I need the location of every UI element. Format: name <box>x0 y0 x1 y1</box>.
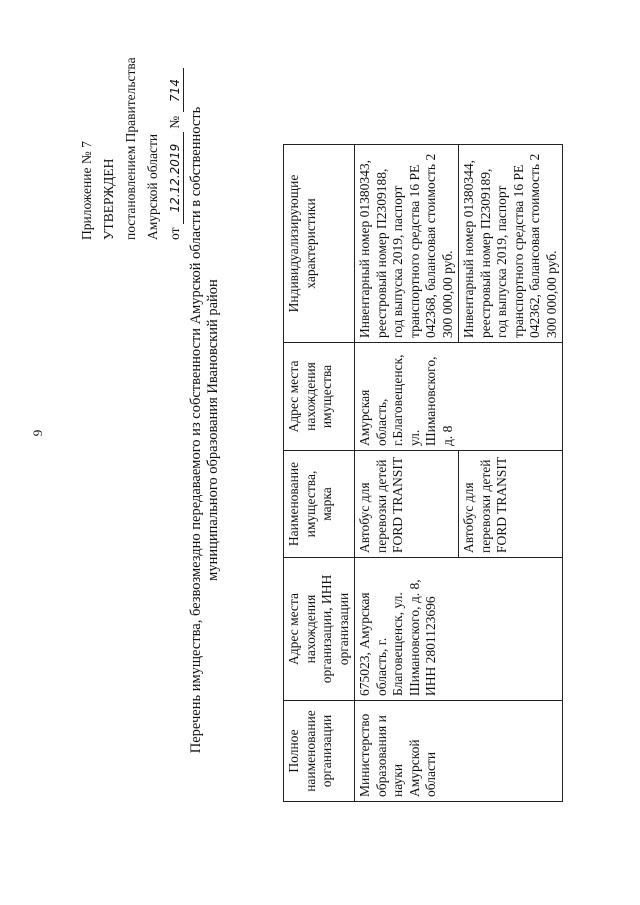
table-header-row <box>284 145 355 802</box>
date-number-line <box>164 10 186 240</box>
document-title <box>188 40 222 820</box>
cell-org-name: Министерство образования и науки Амурской области <box>355 701 563 802</box>
header-org-address: Адрес места нахождения организации, ИНН организации <box>284 558 355 701</box>
header-property-address: Адрес места нахождения имущества <box>284 343 355 451</box>
approved-label: УТВЕРЖДЕН <box>101 158 116 240</box>
resolution-line: постановлением Правительства <box>123 57 138 240</box>
title-line-1: Перечень имущества, безвозмездно передаваемого из собственности Амурской области в собственность <box>188 106 204 754</box>
number-sign: № <box>167 115 182 129</box>
title-line-2: муниципального образования Ивановский район <box>205 279 221 581</box>
date-prefix: от <box>167 227 182 240</box>
number-value: 714 <box>167 69 184 113</box>
table-row <box>355 145 459 802</box>
cell-characteristics: Инвентарный номер 01380344, реестровый номер П2309189, год выпуска 2019, паспорт транспортного средства 16 РЕ 042362, балансовая стоимость 2 300 000,00 руб. <box>459 145 563 343</box>
header-org-name: Полное наименование организации <box>284 701 355 802</box>
header-property-name: Наименование имущества, марка <box>284 451 355 558</box>
approval-block <box>76 10 186 240</box>
cell-property-address: Амурская область, г.Благовещенск, ул. Шимановского, д. 8 <box>355 343 563 451</box>
header-characteristics: Индивидуализирующие характеристики <box>284 145 355 343</box>
cell-property-name: Автобус для перевозки детей FORD TRANSIT <box>459 451 563 558</box>
cell-characteristics: Инвентарный номер 01380343, реестровый номер П2309188, год выпуска 2019, паспорт транспортного средства 16 РЕ 042368, балансовая стоимость 2 300 000,00 руб. <box>355 145 459 343</box>
property-table <box>283 144 563 802</box>
region-line: Амурской области <box>145 133 160 240</box>
date-value: 12.12.2019 <box>167 132 184 224</box>
page-number: 9 <box>30 429 45 437</box>
cell-property-name: Автобус для перевозки детей FORD TRANSIT <box>355 451 459 558</box>
appendix-number: Приложение № 7 <box>79 141 94 240</box>
cell-org-address: 675023, Амурская область, г. Благовещенск, ул. Шимановского, д. 8, ИНН 2801123696 <box>355 558 563 701</box>
